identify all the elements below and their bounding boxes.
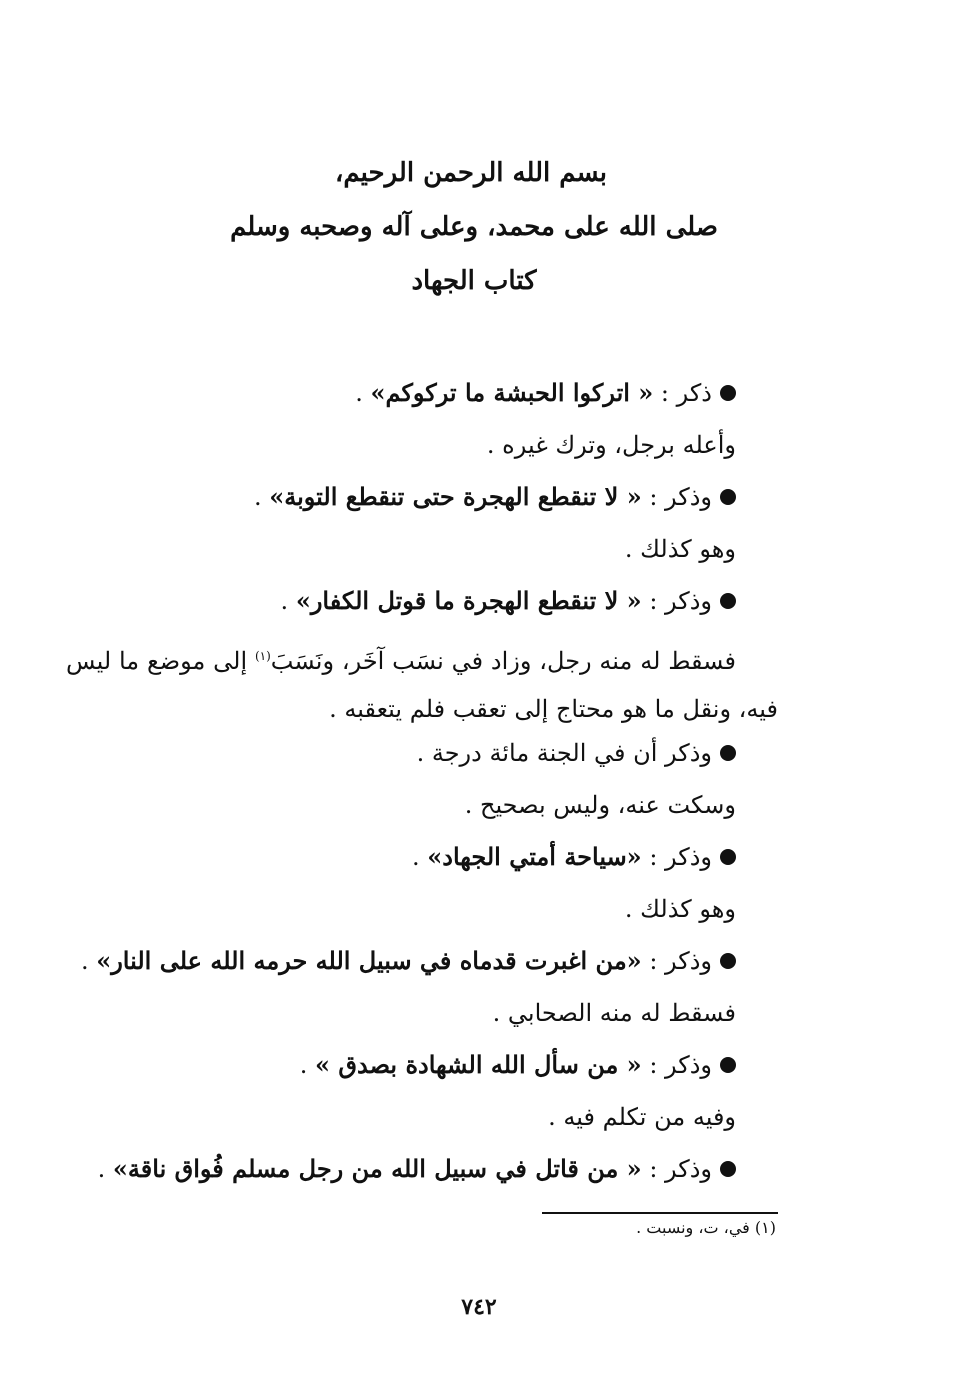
hadith-quote: « اتركوا الحبشة ما تركوكم»: [370, 378, 654, 407]
comment-paragraph: [66, 632, 778, 733]
entry-4: [417, 736, 736, 770]
paragraph-line-2: فيه، ونقل ما هو محتاج إلى تعقب فلم يتعقبه .: [329, 695, 778, 723]
entry-end: .: [80, 947, 97, 975]
paragraph-text-end: إلى موضع ما ليس: [66, 647, 255, 675]
salawat-heading: صلى الله على محمد، وعلى آله وصحبه وسلم: [230, 212, 718, 242]
page-number: ٧٤٢: [461, 1294, 497, 1320]
footnote-marker: (١): [254, 649, 271, 663]
entry-end: .: [355, 379, 371, 407]
bullet-icon: [720, 1161, 736, 1177]
paragraph-line-1: [66, 632, 778, 685]
entry-prefix: وذكر :: [649, 947, 712, 975]
entry-1: [355, 376, 736, 410]
bullet-icon: [720, 385, 736, 401]
bullet-icon: [720, 489, 736, 505]
entry-7: [300, 1048, 736, 1082]
entry-end: .: [253, 483, 270, 511]
comment-4: وسكت عنه، وليس بصحيح .: [464, 791, 736, 819]
footnote: (١) في، ت، ونسبت .: [636, 1218, 776, 1237]
paragraph-text: فسقط له منه رجل، وزاد في نسَب آخَر، ونَسَبَ: [270, 647, 736, 675]
hadith-quote: « من قاتل في سبيل الله من رجل مسلم فُواق ناقة»: [112, 1154, 642, 1183]
bullet-icon: [720, 745, 736, 761]
entry-prefix: وذكر أن في الجنة مائة درجة .: [416, 739, 712, 767]
chapter-title: كتاب الجهاد: [411, 266, 537, 296]
entry-prefix: ذكر :: [660, 379, 712, 407]
entry-end: .: [299, 1051, 316, 1079]
entry-8: [98, 1152, 736, 1186]
hadith-quote: «سياحة أمتي الجهاد»: [427, 842, 642, 871]
entry-prefix: وذكر :: [649, 843, 712, 871]
footnote-divider: [542, 1212, 778, 1214]
comment-7: وفيه من تكلم فيه .: [548, 1103, 736, 1131]
bullet-icon: [720, 953, 736, 969]
entry-6: [81, 944, 736, 978]
entry-2: [254, 480, 736, 514]
entry-prefix: وذكر :: [649, 587, 712, 615]
bullet-icon: [720, 593, 736, 609]
bullet-icon: [720, 1057, 736, 1073]
comment-6: فسقط له منه الصحابي .: [492, 999, 736, 1027]
entry-end: .: [280, 587, 296, 615]
comment-2: وهو كذلك .: [624, 535, 736, 563]
entry-prefix: وذكر :: [649, 483, 712, 511]
comment-5: وهو كذلك .: [624, 895, 736, 923]
entry-prefix: وذكر :: [649, 1155, 712, 1183]
entry-end: .: [97, 1155, 113, 1183]
comment-1: وأعله برجل، وترك غيره .: [486, 431, 736, 459]
entry-3: [281, 584, 736, 618]
entry-prefix: وذكر :: [649, 1051, 712, 1079]
bullet-icon: [720, 849, 736, 865]
hadith-quote: « من سأل الله الشهادة بصدق »: [315, 1050, 642, 1079]
hadith-quote: « لا تنقطع الهجرة حتى تنقطع التوبة»: [269, 482, 642, 511]
hadith-quote: « لا تنقطع الهجرة ما قوتل الكفار»: [295, 586, 642, 615]
hadith-quote: «من اغبرت قدماه في سبيل الله حرمه الله على النار»: [96, 946, 642, 975]
entry-end: .: [412, 843, 428, 871]
basmala-heading: بسم الله الرحمن الرحيم،: [334, 158, 608, 188]
entry-5: [412, 840, 736, 874]
